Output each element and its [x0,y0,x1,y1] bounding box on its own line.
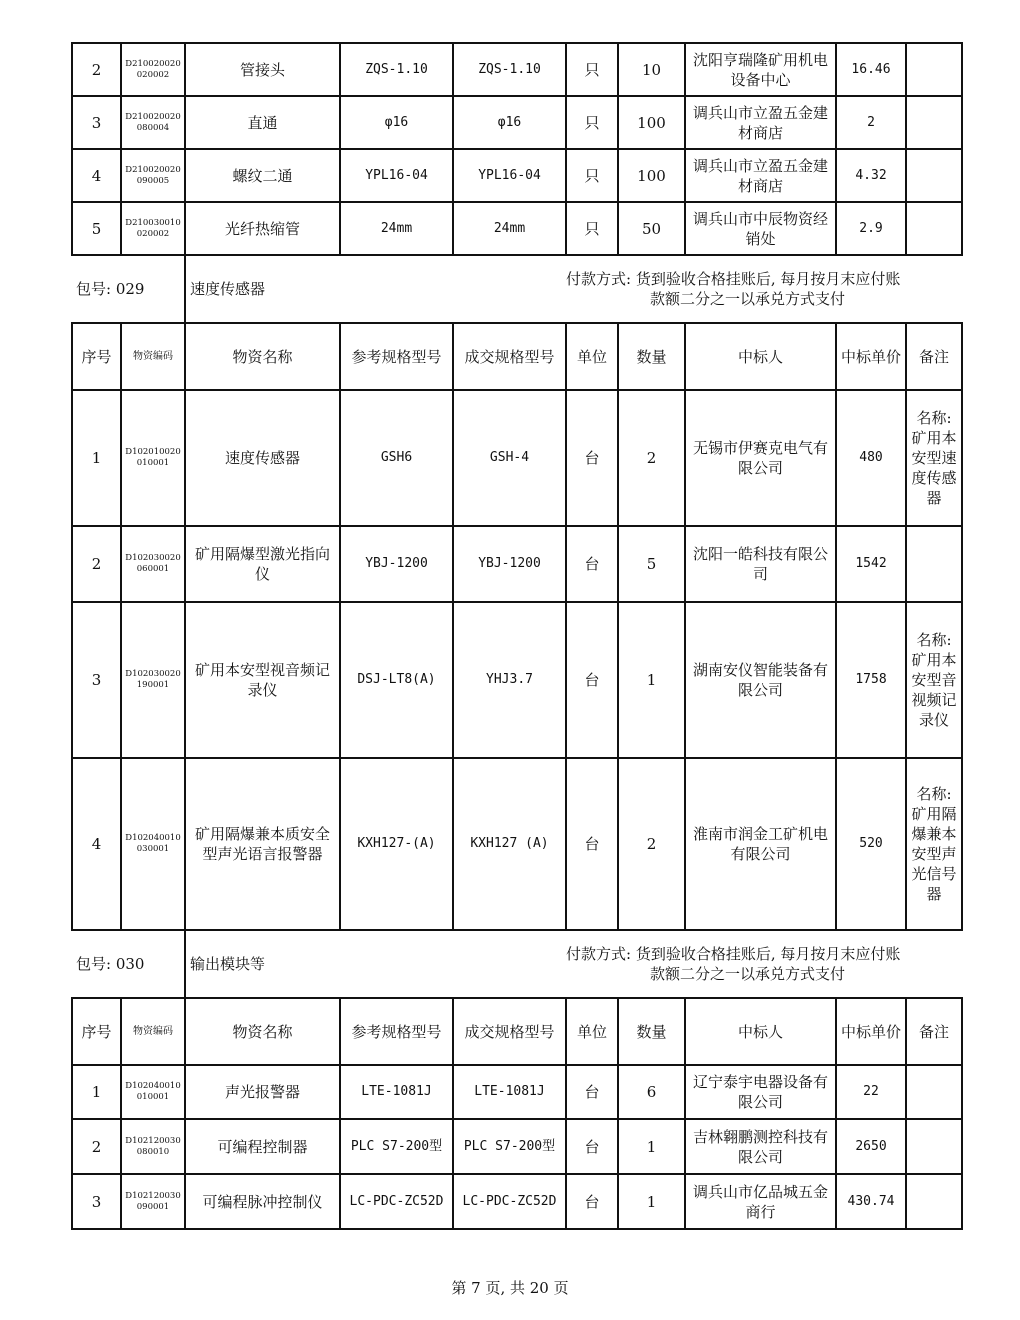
cell-code: D210030010020002 [121,202,185,255]
cell-code: D102040010010001 [121,1065,185,1119]
page-footer: 第 7 页, 共 20 页 [451,1279,569,1297]
cell-qty: 数量 [618,998,685,1065]
package-number: 包号: 029 [72,255,185,323]
cell-qty: 100 [618,149,685,202]
package-name: 速度传感器 [185,255,566,323]
table-row [72,526,962,602]
cell-ref-spec: 参考规格型号 [340,323,453,390]
cell-unit: 台 [566,758,618,930]
cell-deal-spec: LTE-1081J [453,1065,566,1119]
cell-winner: 吉林翱鹏测控科技有限公司 [685,1119,836,1174]
cell-name: 管接头 [185,43,340,96]
cell-deal-spec: PLC S7-200型 [453,1119,566,1174]
table-row [72,602,962,758]
cell-price: 1758 [836,602,906,758]
cell-qty: 2 [618,758,685,930]
cell-ref-spec: LC-PDC-ZC52D [340,1174,453,1229]
cell-no: 2 [72,1119,121,1174]
cell-unit: 只 [566,202,618,255]
cell-code: D210020020080004 [121,96,185,149]
package-name: 输出模块等 [185,930,566,998]
cell-qty: 10 [618,43,685,96]
cell-no: 3 [72,96,121,149]
cell-note: 名称:矿用本安型音视频记录仪 [906,602,962,758]
cell-winner: 无锡市伊赛克电气有限公司 [685,390,836,526]
payment-terms [566,930,962,998]
cell-winner: 沈阳一皓科技有限公司 [685,526,836,602]
cell-no: 3 [72,602,121,758]
cell-price: 2650 [836,1119,906,1174]
table-row [72,202,962,255]
cell-no: 序号 [72,323,121,390]
payment-terms-line1: 付款方式: 货到验收合格挂账后, 每月按月末应付账 [566,945,901,963]
cell-note [906,96,962,149]
cell-winner: 调兵山市立盈五金建材商店 [685,96,836,149]
cell-name: 可编程脉冲控制仪 [185,1174,340,1229]
cell-deal-spec: YBJ-1200 [453,526,566,602]
cell-unit: 台 [566,390,618,526]
header-row [72,998,962,1065]
cell-note: 备注 [906,998,962,1065]
cell-winner: 辽宁泰宇电器设备有限公司 [685,1065,836,1119]
cell-code: D210020020090005 [121,149,185,202]
cell-deal-spec: ZQS-1.10 [453,43,566,96]
cell-no: 2 [72,43,121,96]
table-body [72,43,962,1229]
cell-note [906,1065,962,1119]
cell-deal-spec: 24mm [453,202,566,255]
cell-price: 1542 [836,526,906,602]
cell-ref-spec: 24mm [340,202,453,255]
cell-winner: 中标人 [685,998,836,1065]
cell-unit: 台 [566,1174,618,1229]
cell-name: 物资名称 [185,323,340,390]
cell-winner: 调兵山市立盈五金建材商店 [685,149,836,202]
cell-no: 5 [72,202,121,255]
cell-unit: 单位 [566,323,618,390]
cell-price: 520 [836,758,906,930]
cell-deal-spec: 成交规格型号 [453,998,566,1065]
cell-ref-spec: φ16 [340,96,453,149]
cell-code: 物资编码 [121,998,185,1065]
package-row [72,930,962,998]
cell-deal-spec: GSH-4 [453,390,566,526]
cell-ref-spec: GSH6 [340,390,453,526]
table-row [72,758,962,930]
cell-winner: 湖南安仪智能装备有限公司 [685,602,836,758]
cell-winner: 沈阳亨瑞隆矿用机电设备中心 [685,43,836,96]
cell-unit: 单位 [566,998,618,1065]
cell-qty: 1 [618,602,685,758]
cell-note [906,1174,962,1229]
cell-winner: 调兵山市中辰物资经销处 [685,202,836,255]
cell-qty: 2 [618,390,685,526]
cell-code: 物资编码 [121,323,185,390]
cell-name: 可编程控制器 [185,1119,340,1174]
cell-unit: 台 [566,526,618,602]
cell-price: 430.74 [836,1174,906,1229]
cell-note: 备注 [906,323,962,390]
cell-note [906,526,962,602]
cell-note [906,43,962,96]
table-row [72,43,962,96]
cell-deal-spec: YPL16-04 [453,149,566,202]
cell-no: 3 [72,1174,121,1229]
cell-name: 速度传感器 [185,390,340,526]
table-row [72,1119,962,1174]
cell-ref-spec: YBJ-1200 [340,526,453,602]
cell-ref-spec: DSJ-LT8(A) [340,602,453,758]
cell-no: 序号 [72,998,121,1065]
cell-no: 4 [72,149,121,202]
cell-unit: 只 [566,43,618,96]
payment-terms-line2: 款额二分之一以承兑方式支付 [650,290,846,308]
cell-price: 22 [836,1065,906,1119]
cell-deal-spec: KXH127 (A) [453,758,566,930]
cell-price: 中标单价 [836,323,906,390]
table-row [72,1174,962,1229]
procurement-table-sheet [71,42,961,1230]
cell-code: D102120030080010 [121,1119,185,1174]
table-row [72,96,962,149]
cell-ref-spec: 参考规格型号 [340,998,453,1065]
cell-no: 1 [72,390,121,526]
cell-name: 螺纹二通 [185,149,340,202]
cell-qty: 100 [618,96,685,149]
cell-no: 2 [72,526,121,602]
cell-no: 1 [72,1065,121,1119]
cell-ref-spec: ZQS-1.10 [340,43,453,96]
cell-code: D210020020020002 [121,43,185,96]
table-row [72,390,962,526]
cell-deal-spec: φ16 [453,96,566,149]
cell-price: 4.32 [836,149,906,202]
package-number: 包号: 030 [72,930,185,998]
cell-code: D102040010030001 [121,758,185,930]
cell-price: 480 [836,390,906,526]
cell-deal-spec: YHJ3.7 [453,602,566,758]
cell-winner: 淮南市润金工矿机电有限公司 [685,758,836,930]
cell-note [906,149,962,202]
cell-price: 16.46 [836,43,906,96]
table-row [72,149,962,202]
cell-name: 矿用隔爆型激光指向仪 [185,526,340,602]
cell-winner: 调兵山市亿品城五金商行 [685,1174,836,1229]
cell-unit: 台 [566,602,618,758]
cell-no: 4 [72,758,121,930]
cell-qty: 1 [618,1174,685,1229]
payment-terms [566,255,962,323]
payment-terms-line1: 付款方式: 货到验收合格挂账后, 每月按月末应付账 [566,270,901,288]
table-row [72,1065,962,1119]
cell-unit: 台 [566,1119,618,1174]
award-table [71,42,963,1230]
cell-name: 声光报警器 [185,1065,340,1119]
cell-name: 物资名称 [185,998,340,1065]
cell-ref-spec: LTE-1081J [340,1065,453,1119]
cell-unit: 只 [566,96,618,149]
cell-qty: 6 [618,1065,685,1119]
cell-note [906,202,962,255]
cell-deal-spec: LC-PDC-ZC52D [453,1174,566,1229]
header-row [72,323,962,390]
package-row [72,255,962,323]
cell-qty: 5 [618,526,685,602]
cell-winner: 中标人 [685,323,836,390]
cell-name: 矿用本安型视音频记录仪 [185,602,340,758]
cell-ref-spec: YPL16-04 [340,149,453,202]
cell-ref-spec: KXH127-(A) [340,758,453,930]
cell-qty: 1 [618,1119,685,1174]
cell-deal-spec: 成交规格型号 [453,323,566,390]
cell-price: 中标单价 [836,998,906,1065]
payment-terms-line2: 款额二分之一以承兑方式支付 [650,965,846,983]
cell-price: 2.9 [836,202,906,255]
cell-price: 2 [836,96,906,149]
cell-name: 直通 [185,96,340,149]
cell-unit: 台 [566,1065,618,1119]
cell-note: 名称:矿用本安型速度传感器 [906,390,962,526]
cell-name: 光纤热缩管 [185,202,340,255]
cell-note: 名称:矿用隔爆兼本安型声光信号器 [906,758,962,930]
cell-code: D102010020010001 [121,390,185,526]
cell-qty: 50 [618,202,685,255]
cell-ref-spec: PLC S7-200型 [340,1119,453,1174]
cell-code: D102120030090001 [121,1174,185,1229]
cell-qty: 数量 [618,323,685,390]
cell-unit: 只 [566,149,618,202]
cell-note [906,1119,962,1174]
cell-code: D102030020190001 [121,602,185,758]
cell-code: D102030020060001 [121,526,185,602]
cell-name: 矿用隔爆兼本质安全型声光语言报警器 [185,758,340,930]
